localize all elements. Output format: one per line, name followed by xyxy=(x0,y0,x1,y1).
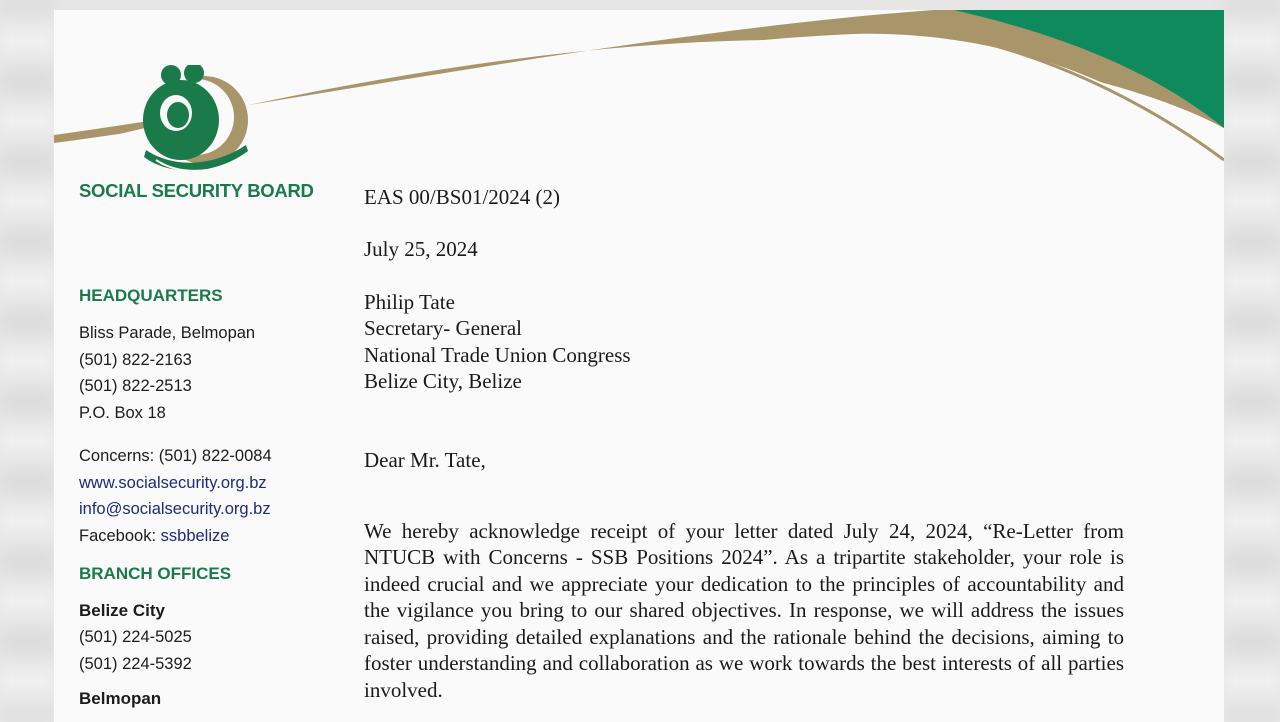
concerns-phone: Concerns: (501) 822-0084 xyxy=(79,446,272,465)
ssb-logo xyxy=(136,65,251,185)
hq-po-box: P.O. Box 18 xyxy=(79,404,166,423)
salutation: Dear Mr. Tate, xyxy=(364,448,486,473)
hq-address: Bliss Parade, Belmopan xyxy=(79,324,256,342)
background-left xyxy=(0,0,54,720)
facebook-line xyxy=(79,523,339,550)
recipient-location: Belize City, Belize xyxy=(364,369,522,394)
recipient-name: Philip Tate xyxy=(364,289,455,314)
recipient-org: National Trade Union Congress xyxy=(364,342,631,367)
email-link[interactable]: info@socialsecurity.org.bz xyxy=(79,500,271,519)
letter-body xyxy=(364,184,1124,703)
branch-offices-heading: BRANCH OFFICES xyxy=(79,563,232,583)
hq-phone-1: (501) 822-2163 xyxy=(79,350,192,369)
facebook-label: Facebook: xyxy=(79,526,161,545)
website-link[interactable]: www.socialsecurity.org.bz xyxy=(79,473,267,492)
facebook-handle-link[interactable]: ssbbelize xyxy=(160,526,230,545)
letter-date: July 25, 2024 xyxy=(364,237,478,262)
branch-belmopan-name: Belmopan xyxy=(79,688,162,708)
branch-belize-city-phone-2: (501) 224-5392 xyxy=(79,655,192,674)
contact-sidebar xyxy=(79,286,339,712)
branch-belize-city-name: Belize City xyxy=(79,600,165,620)
recipient-title: Secretary- General xyxy=(364,316,522,341)
background-right xyxy=(1224,0,1280,720)
hq-phone-2: (501) 822-2513 xyxy=(79,377,192,396)
org-name: SOCIAL SECURITY BOARD xyxy=(79,180,314,201)
letter-page xyxy=(54,10,1224,722)
body-paragraph: We hereby acknowledge receipt of your letter dated July 24, 2024, “Re-Letter from NTUCB with Concerns - SSB Positions 2024”. As a tripartite stakeholder, your role is indeed crucial and we appreciate your dedication to the principles of accountability and the vigilance you bring to our shared objectives. In response, we will address the issues raised, providing detailed explanations and the rationale behind the decisions, aiming to foster understanding and collaboration as we work towards the best interests of all parties involved. xyxy=(364,518,1124,702)
headquarters-heading: HEADQUARTERS xyxy=(79,286,223,305)
letter-reference: EAS 00/BS01/2024 (2) xyxy=(364,185,561,209)
branch-belize-city-phone-1: (501) 224-5025 xyxy=(79,628,192,647)
